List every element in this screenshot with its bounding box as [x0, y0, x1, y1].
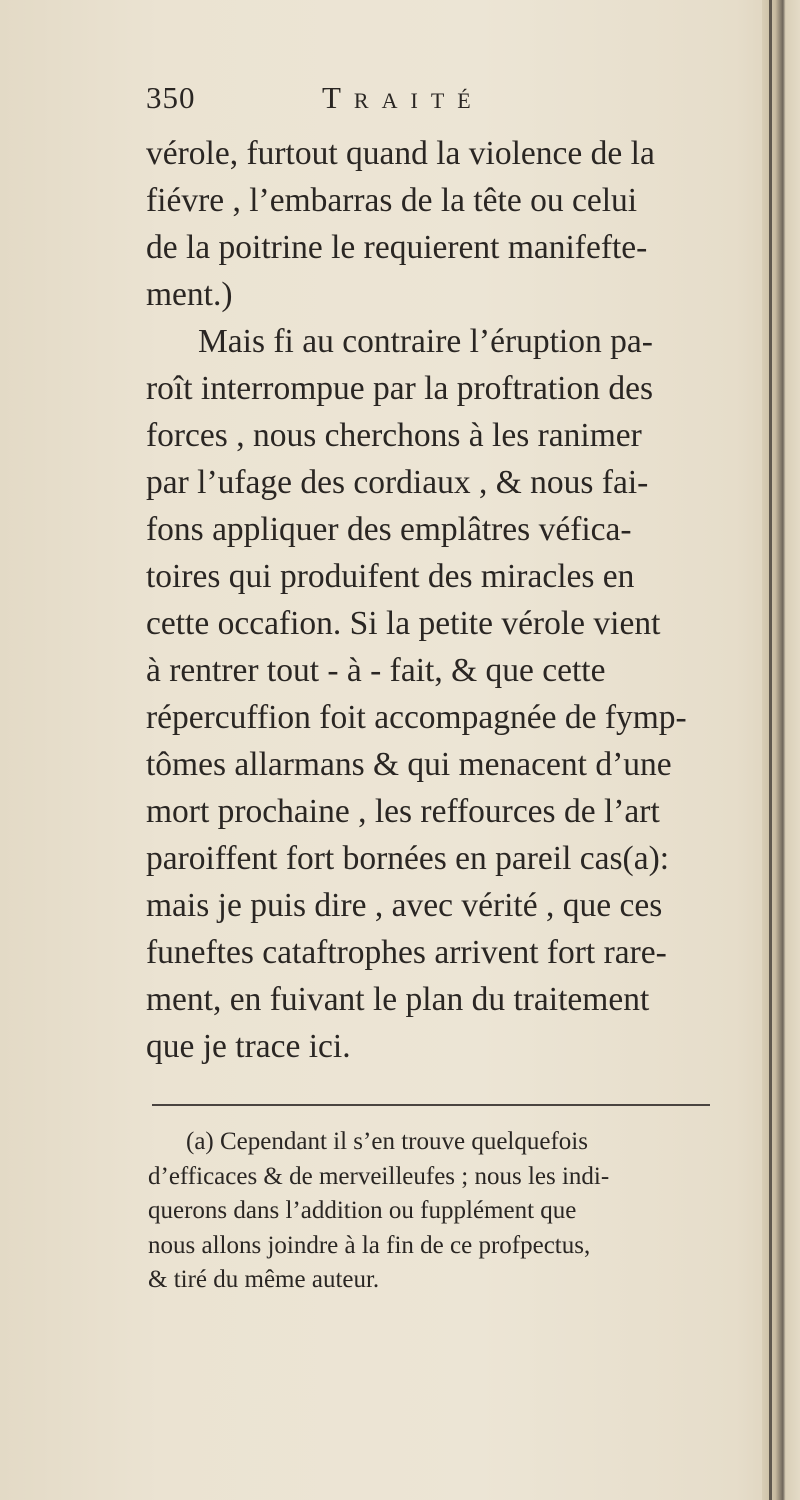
text-line: vérole, furtout quand la violence de la	[146, 135, 655, 172]
text-line: répercuffion foit accompagnée de fymp-	[146, 699, 687, 736]
text-line: forces , nous cherchons à les ranimer	[146, 417, 642, 454]
main-text	[146, 130, 716, 1070]
text-line: ment, en fuivant le plan du traitement	[146, 981, 650, 1018]
paragraph-start-line: Mais fi au contraire l’éruption pa-	[198, 323, 653, 360]
text-line: fiévre , l’embarras de la tête ou celui	[146, 182, 638, 219]
text-line: de la poitrine le requierent manifefte-	[146, 229, 648, 266]
footnote-line: d’efficaces & de merveilleufes ; nous les indi-	[148, 1162, 610, 1190]
text-line: mort prochaine , les reffources de l’art	[146, 793, 660, 830]
text-line: par l’ufage des cordiaux , & nous fai-	[146, 464, 649, 501]
text-line: que je trace ici.	[146, 1028, 351, 1065]
binding-edge	[769, 0, 772, 1500]
text-line: fons appliquer des emplâtres véfica-	[146, 511, 632, 548]
text-line: toires qui produifent des miracles en	[146, 558, 635, 595]
text-line: roît interrompue par la proftration des	[146, 370, 653, 407]
text-line: cette occafion. Si la petite vérole vient	[146, 605, 661, 642]
running-title: Traité	[322, 80, 484, 115]
text-line: mais je puis dire , avec vérité , que ces	[146, 887, 663, 924]
footnote-line: (a) Cependant il s’en trouve quelquefois	[186, 1128, 588, 1155]
page-header	[146, 78, 746, 122]
text-line: tômes allarmans & qui menacent d’une	[146, 746, 672, 783]
text-line: funeftes cataftrophes arrivent fort rare-	[146, 934, 667, 971]
text-line: paroiffent fort bornées en pareil cas(a):	[146, 840, 670, 877]
footnote-line: nous allons joindre à la fin de ce profpectus,	[148, 1231, 591, 1259]
footnote-line: querons dans l’addition ou fupplément que	[148, 1197, 577, 1224]
text-line: à rentrer tout - à - fait, & que cette	[146, 652, 606, 689]
page-number: 350	[146, 80, 196, 115]
page-gutter	[762, 0, 800, 1500]
footnote-line: & tiré du même auteur.	[148, 1266, 380, 1293]
text-line: ment.)	[146, 276, 233, 313]
footnote	[148, 1125, 718, 1298]
footnote-rule	[152, 1104, 710, 1106]
